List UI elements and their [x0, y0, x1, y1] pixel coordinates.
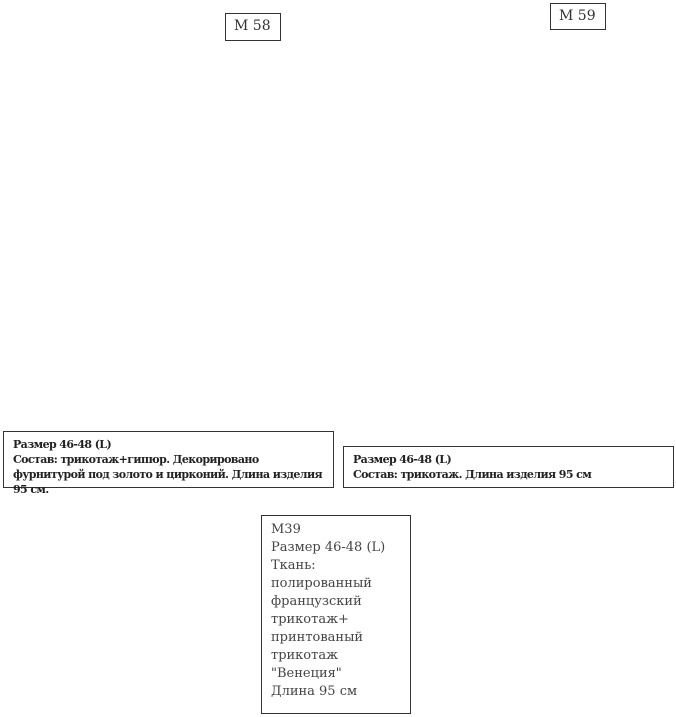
- product-code-m58: [225, 13, 281, 41]
- composition-text: Состав: трикотаж+гипюр. Декорировано фурнитурой под золото и цирконий. Длина изделия 95 см.: [13, 453, 323, 496]
- product-code: М39: [271, 522, 301, 537]
- product-code-label: М 58: [234, 18, 271, 34]
- fabric-label: Ткань:: [271, 558, 316, 573]
- fabric-line: "Венеция": [271, 666, 342, 681]
- product-description-m58: [3, 431, 334, 496]
- fabric-line: принтованый: [271, 630, 364, 645]
- size-text: Размер 46-48 (L): [13, 438, 112, 451]
- composition-text: Состав: трикотаж. Длина изделия 95 см: [353, 468, 592, 481]
- fabric-line: трикотаж+: [271, 612, 349, 627]
- size-text: Размер 46-48 (L): [271, 540, 386, 555]
- length-text: Длина 95 см: [271, 684, 358, 699]
- size-text: Размер 46-48 (L): [353, 453, 452, 466]
- product-description-m59: [343, 446, 674, 488]
- fabric-line: трикотаж: [271, 648, 339, 663]
- fabric-line: полированный: [271, 576, 372, 591]
- product-code-m59: [550, 3, 606, 30]
- product-card-m39: [261, 515, 411, 714]
- product-code-label: М 59: [559, 8, 596, 24]
- fabric-line: французский: [271, 594, 362, 609]
